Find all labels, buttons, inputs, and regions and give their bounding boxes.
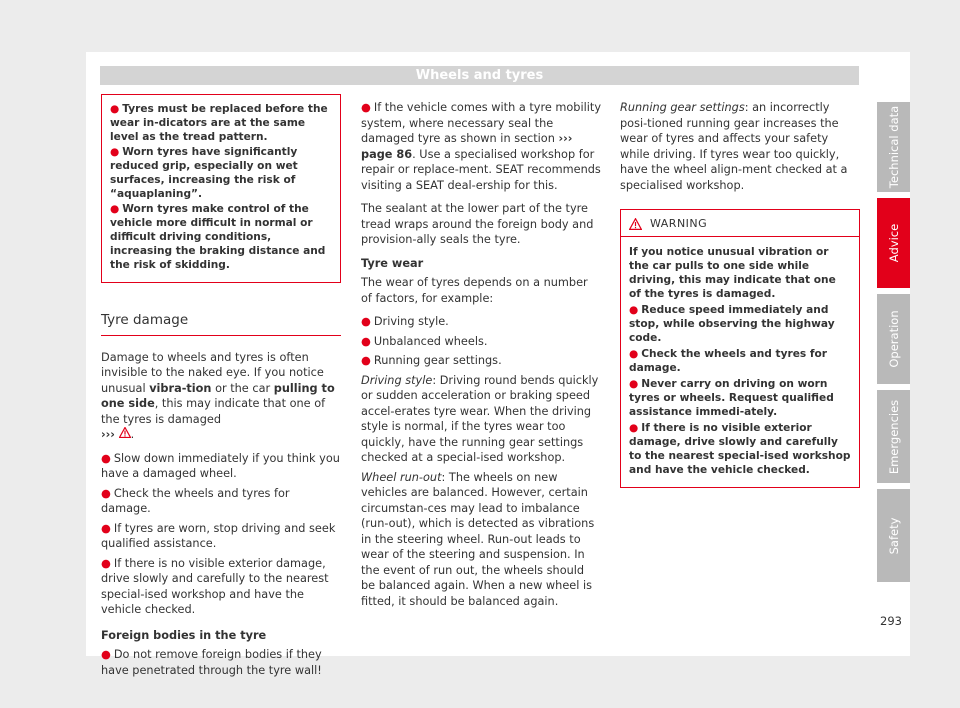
bullet-icon: ● (629, 347, 639, 360)
paragraph: Wheel run-out: The wheels on new vehicles are balanced. However, certain circumstan-ces may lead to imbalance (run-out), which is detected as vibrations in the steering wheel. Run-out leads to wear of the steering and suspension. In the event of run out, the wheels should be balanced again. When a new wheel is fitted, it should be balanced again. (361, 470, 595, 608)
bullet-icon: ● (361, 334, 371, 348)
list-item: ● Running gear settings. (361, 354, 502, 367)
bullet-icon: ● (629, 377, 639, 390)
paragraph: The wear of tyres depends on a number of factors, for example: (361, 276, 588, 305)
warning-body (621, 237, 859, 487)
tab-technical-data[interactable]: Technical data (877, 102, 910, 192)
bullet-icon: ● (101, 451, 111, 465)
list-item: ● If there is no visible exterior damage, drive slowly and carefully to the nearest special-ised workshop and have the vehicle checked. (101, 556, 329, 616)
bullet-icon: ● (101, 486, 111, 500)
warning-box (620, 209, 860, 488)
bullet-icon: ● (101, 521, 111, 535)
warning-title: WARNING (650, 217, 708, 230)
warning-item: ● If there is no visible exterior damage, drive slowly and carefully to the nearest special-ised workshop and have the vehicle checked. (629, 421, 851, 476)
paragraph: The sealant at the lower part of the tyre tread wraps around the foreign body and provision-ally seals the tyre. (361, 202, 594, 246)
paragraph: Driving style: Driving round bends quickly or sudden acceleration or braking speed accel-erates tyre wear. When the driving style is normal, if the tyres wear too quickly, have the running gear settings checked at a special-ised workshop. (361, 373, 599, 464)
warning-intro: If you notice unusual vibration or the car pulls to one side while driving, this may indicate that one of the tyres is damaged. (629, 245, 836, 300)
warning-item: ● Check the wheels and tyres for damage. (629, 347, 828, 374)
bullet-icon: ● (110, 203, 120, 215)
tab-advice[interactable]: Advice (877, 198, 910, 288)
notice-item: ● Worn tyres have significantly reduced grip, especially on wet surfaces, increasing the risk of “aquaplaning”. (110, 146, 298, 200)
list-item: ● If tyres are worn, stop driving and seek qualified assistance. (101, 521, 336, 550)
column-3 (620, 100, 860, 488)
paragraph: Running gear settings: an incorrectly posi-tioned running gear increases the wear of tyres and affects your safety while driving. If tyres wear too quickly, have the wheel align-ment checked at a specialised workshop. (620, 101, 848, 192)
tab-operation[interactable]: Operation (877, 294, 910, 384)
bullet-icon: ● (101, 648, 111, 661)
bullet-icon: ● (361, 315, 371, 328)
subsection-title: Tyre wear (361, 256, 424, 270)
cross-reference[interactable]: ››› (101, 428, 115, 441)
warning-triangle-icon (629, 218, 642, 230)
bullet-icon: ● (361, 354, 371, 367)
list-item: ● Do not remove foreign bodies if they have penetrated through the tyre wall! (101, 648, 322, 677)
tab-safety[interactable]: Safety (877, 489, 910, 582)
bullet-icon: ● (629, 421, 639, 434)
list-item: ● Unbalanced wheels. (361, 334, 488, 348)
page-header: Wheels and tyres (100, 66, 859, 85)
notice-item: ● Tyres must be replaced before the wear in-dicators are at the same level as the tread pattern. (110, 103, 328, 143)
notice-item: ● Worn tyres make control of the vehicle more difficult in normal or difficult driving conditions, increasing the braking distance and the risk of skidding. (110, 203, 326, 271)
bullet-icon: ● (110, 103, 120, 115)
section-title: Tyre damage (101, 313, 341, 336)
notice-box (101, 94, 341, 283)
bullet-icon: ● (629, 303, 639, 316)
bullet-icon: ● (110, 146, 120, 158)
list-item: ● Slow down immediately if you think you have a damaged wheel. (101, 451, 340, 480)
bullet-icon: ● (101, 556, 111, 570)
column-2 (361, 100, 601, 613)
list-item: ● Driving style. (361, 315, 449, 328)
tab-emergencies[interactable]: Emergencies (877, 390, 910, 483)
list-item: ● Check the wheels and tyres for damage. (101, 486, 290, 515)
subsection-title: Foreign bodies in the tyre (101, 628, 267, 642)
warning-item: ● Never carry on driving on worn tyres or wheels. Request qualified assistance immedi-ately. (629, 377, 834, 418)
warning-triangle-icon (119, 427, 131, 438)
column-1 (101, 94, 341, 682)
warning-header (621, 210, 859, 237)
page-reference-link[interactable]: ››› page 86 (361, 132, 573, 161)
list-item: ● If the vehicle comes with a tyre mobility system, where necessary seal the damaged tyre as shown in section ››› page 86. Use a specialised workshop for repair or replace-ment. SEAT recommends visiting a SEAT deal-ership for this. (361, 101, 602, 192)
warning-item: ● Reduce speed immediately and stop, while observing the highway code. (629, 303, 835, 344)
section-intro: Damage to wheels and tyres is often invisible to the naked eye. If you notice unusual vibra-tion or the car pulling to one side, this may indicate that one of the tyres is damaged ››› . (101, 350, 335, 441)
page-number: 293 (880, 614, 902, 628)
bullet-icon: ● (361, 101, 371, 114)
